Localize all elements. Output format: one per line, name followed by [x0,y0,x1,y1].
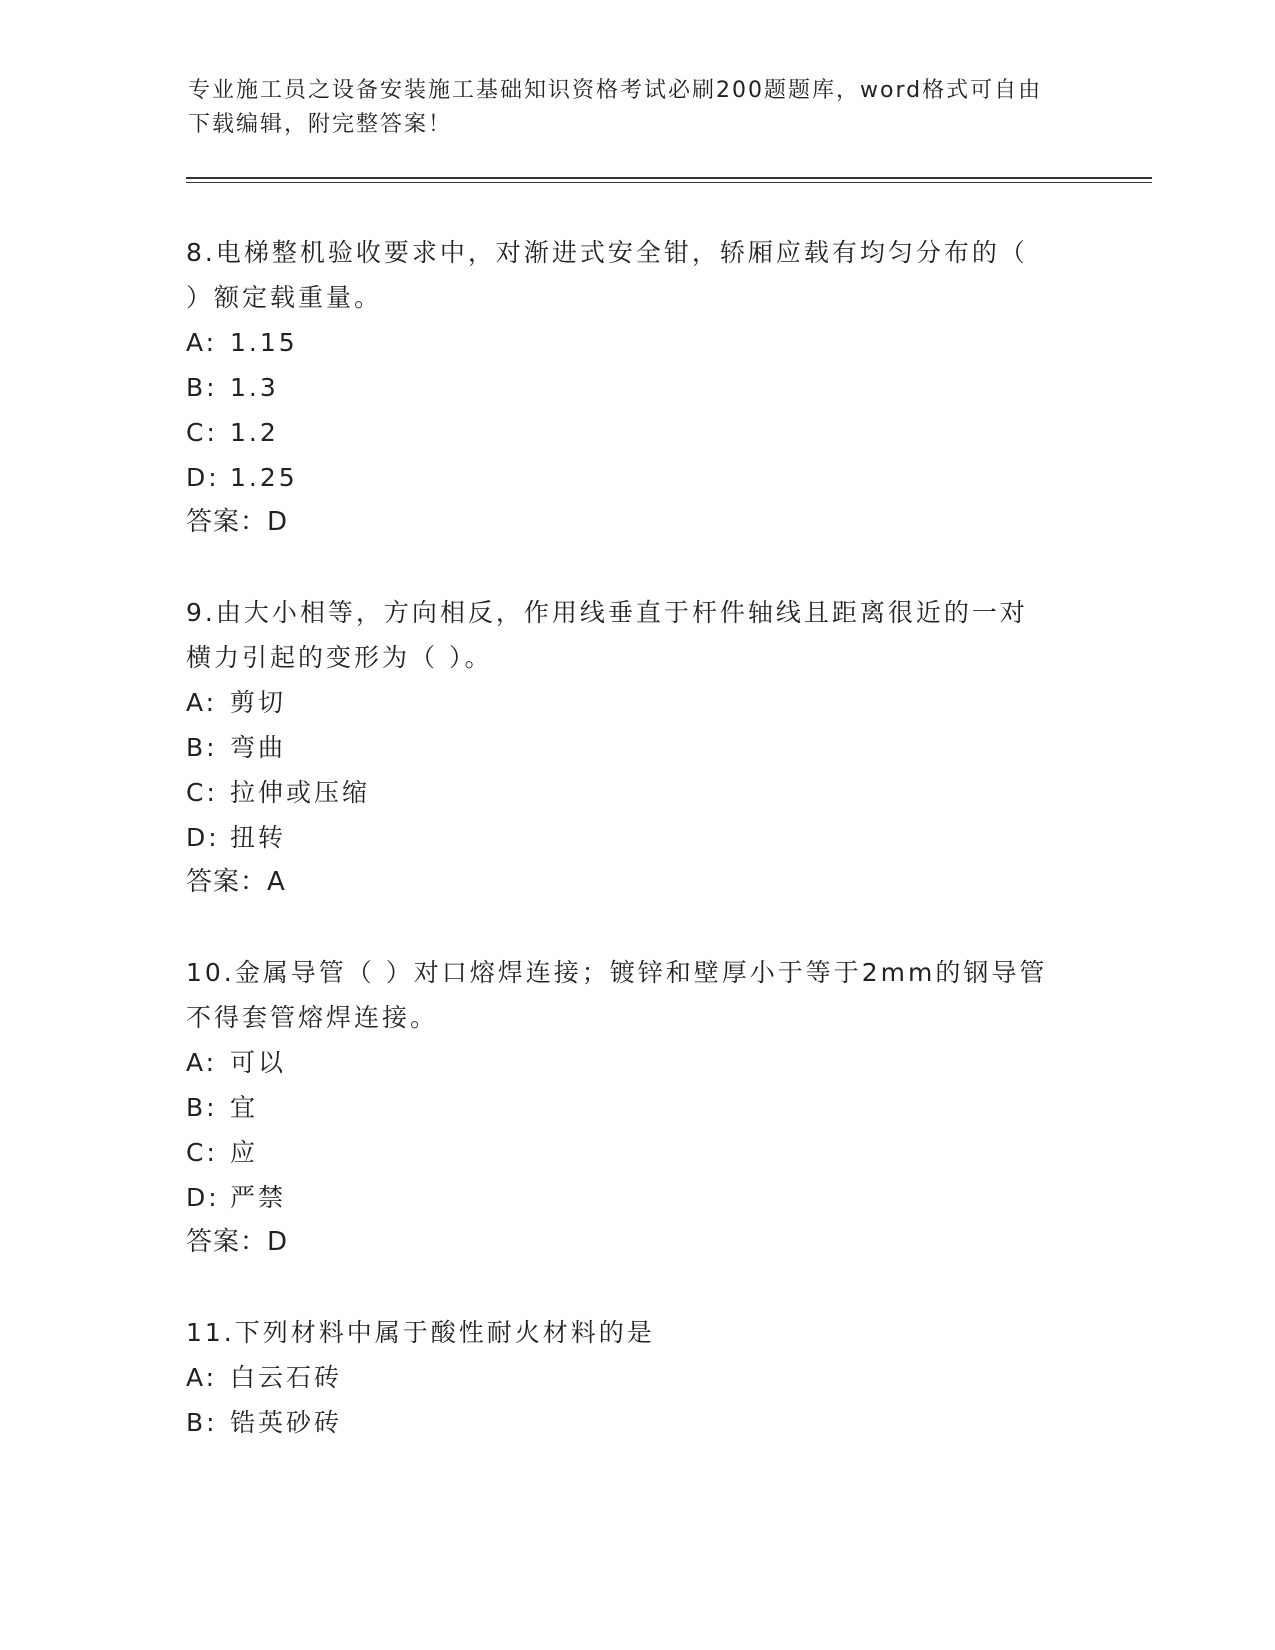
option-text: 弯曲 [230,733,287,762]
option-text: 拉伸或压缩 [230,778,371,807]
option-letter: B: [186,373,218,402]
option-text: 可以 [230,1048,287,1077]
option-letter: A: [186,1363,218,1392]
option-text: 剪切 [230,688,287,717]
question-11 [186,1310,1066,1445]
option-text: 1.15 [230,328,298,357]
question-stem-line-1: 11.下列材料中属于酸性耐火材料的是 [186,1318,655,1347]
option-letter: D: [186,1183,220,1212]
option-text: 1.25 [230,463,298,492]
option-b [186,725,1066,770]
answer-line: 答案：A [186,867,286,897]
option-c [186,770,1066,815]
header-divider-thick [186,177,1152,179]
option-letter: C: [186,1138,218,1167]
option-a [186,1040,1066,1085]
option-letter: C: [186,418,218,447]
question-stem-line-1: 8.电梯整机验收要求中，对渐进式安全钳，轿厢应载有均匀分布的（ [186,238,1028,267]
header-line-1: 专业施工员之设备安装施工基础知识资格考试必刷200题题库，word格式可自由 [188,78,1043,103]
option-c [186,1130,1066,1175]
option-d [186,815,1066,860]
option-text: 应 [230,1138,259,1167]
header-divider-thin [186,182,1152,183]
option-c [186,410,1066,455]
option-text: 扭转 [230,823,287,852]
answer-line: 答案：D [186,1227,289,1257]
option-letter: D: [186,463,220,492]
option-letter: B: [186,1408,218,1437]
option-d [186,455,1066,500]
header-line-2: 下载编辑，附完整答案！ [188,112,453,137]
document-header [188,74,1088,142]
option-text: 严禁 [230,1183,287,1212]
question-10 [186,950,1066,1265]
option-text: 白云石砖 [230,1363,343,1392]
option-letter: A: [186,688,218,717]
question-stem-line-1: 9.由大小相等，方向相反，作用线垂直于杆件轴线且距离很近的一对 [186,598,1028,627]
question-stem-line-2: ）额定载重量。 [186,283,383,312]
option-b [186,1400,1066,1445]
question-stem-line-2: 横力引起的变形为（ ）。 [186,643,493,672]
option-text: 宜 [230,1093,259,1122]
option-a [186,1355,1066,1400]
question-stem-line-2: 不得套管熔焊连接。 [186,1003,439,1032]
option-d [186,1175,1066,1220]
question-9 [186,590,1066,905]
question-stem [186,230,1066,320]
option-a [186,320,1066,365]
question-8 [186,230,1066,545]
option-letter: A: [186,1048,218,1077]
option-letter: B: [186,733,218,762]
option-letter: A: [186,328,218,357]
question-stem [186,950,1066,1040]
option-letter: C: [186,778,218,807]
option-letter: D: [186,823,220,852]
option-letter: B: [186,1093,218,1122]
question-stem [186,590,1066,680]
option-text: 锆英砂砖 [230,1408,343,1437]
question-stem-line-1: 10.金属导管（ ）对口熔焊连接；镀锌和壁厚小于等于2mm的钢导管 [186,958,1048,987]
option-b [186,1085,1066,1130]
question-stem [186,1310,1066,1355]
option-text: 1.3 [230,373,279,402]
option-b [186,365,1066,410]
option-text: 1.2 [230,418,279,447]
answer-line: 答案：D [186,507,289,537]
option-a [186,680,1066,725]
